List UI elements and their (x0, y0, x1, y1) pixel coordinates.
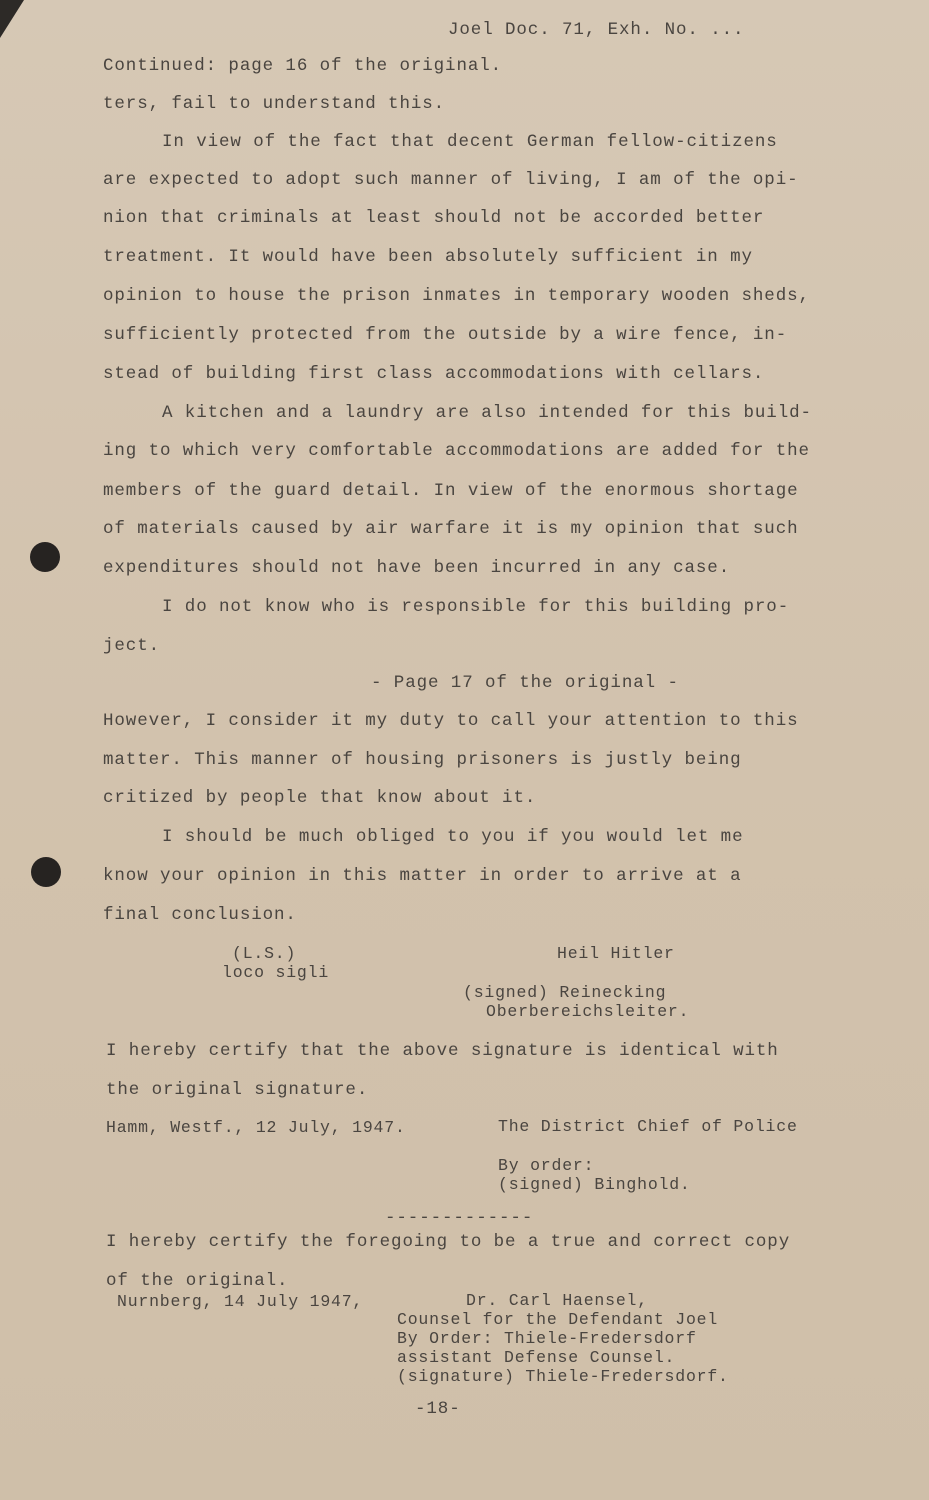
seal-ls: (L.S.) (232, 944, 297, 963)
body-line: I do not know who is responsible for this building pro- (162, 597, 790, 617)
document-header: Joel Doc. 71, Exh. No. ... (448, 20, 745, 40)
closing-title: Oberbereichsleiter. (486, 1002, 690, 1021)
certify-line: of the original. (106, 1271, 289, 1291)
body-line: members of the guard detail. In view of the enormous shortage (103, 481, 799, 501)
body-line: treatment. It would have been absolutely sufficient in my (103, 247, 753, 267)
body-line: expenditures should not have been incurred in any case. (103, 558, 731, 578)
divider-line: ------------- (385, 1208, 534, 1228)
body-line: ing to which very comfortable accommodations are added for the (103, 441, 810, 461)
torn-corner (0, 0, 24, 38)
nurnberg-date: Nurnberg, 14 July 1947, (117, 1292, 364, 1311)
counsel-line: (signature) Thiele-Fredersdorf. (397, 1367, 729, 1386)
counsel-line: Dr. Carl Haensel, (466, 1291, 648, 1310)
body-line: final conclusion. (103, 905, 297, 925)
police-by-order: By order: (498, 1156, 595, 1175)
certify-line: I hereby certify that the above signature is identical with (106, 1041, 779, 1061)
body-line: In view of the fact that decent German fellow-citizens (162, 132, 778, 152)
body-line: opinion to house the prison inmates in temporary wooden sheds, (103, 286, 810, 306)
page-marker: - Page 17 of the original - (371, 673, 679, 693)
counsel-line: By Order: Thiele-Fredersdorf (397, 1329, 697, 1348)
hamm-date: Hamm, Westf., 12 July, 1947. (106, 1118, 406, 1137)
body-line: I should be much obliged to you if you would let me (162, 827, 744, 847)
closing-heil: Heil Hitler (557, 944, 675, 963)
body-line: sufficiently protected from the outside by a wire fence, in- (103, 325, 788, 345)
body-line: stead of building first class accommodations with cellars. (103, 364, 765, 384)
page-number: -18- (415, 1399, 461, 1419)
body-line: of materials caused by air warfare it is my opinion that such (103, 519, 799, 539)
punch-hole-bottom (31, 857, 61, 887)
body-line: know your opinion in this matter in order to arrive at a (103, 866, 742, 886)
body-line: ters, fail to understand this. (103, 94, 446, 114)
counsel-line: Counsel for the Defendant Joel (397, 1310, 719, 1329)
police-signed: (signed) Binghold. (498, 1175, 691, 1194)
certify-line: I hereby certify the foregoing to be a true and correct copy (106, 1232, 791, 1252)
body-line: However, I consider it my duty to call your attention to this (103, 711, 799, 731)
body-line: are expected to adopt such manner of living, I am of the opi- (103, 170, 799, 190)
body-line: ject. (103, 636, 161, 656)
body-line: nion that criminals at least should not be accorded better (103, 208, 765, 228)
body-line: matter. This manner of housing prisoners is justly being (103, 750, 742, 770)
seal-loco-sigli: loco sigli (222, 963, 330, 982)
certify-line: the original signature. (106, 1080, 369, 1100)
punch-hole-top (30, 542, 60, 572)
counsel-line: assistant Defense Counsel. (397, 1348, 676, 1367)
body-line: A kitchen and a laundry are also intended for this build- (162, 403, 812, 423)
body-line: critized by people that know about it. (103, 788, 537, 808)
continued-note: Continued: page 16 of the original. (103, 56, 503, 76)
closing-signed: (signed) Reinecking (463, 983, 667, 1002)
police-chief: The District Chief of Police (498, 1117, 798, 1136)
